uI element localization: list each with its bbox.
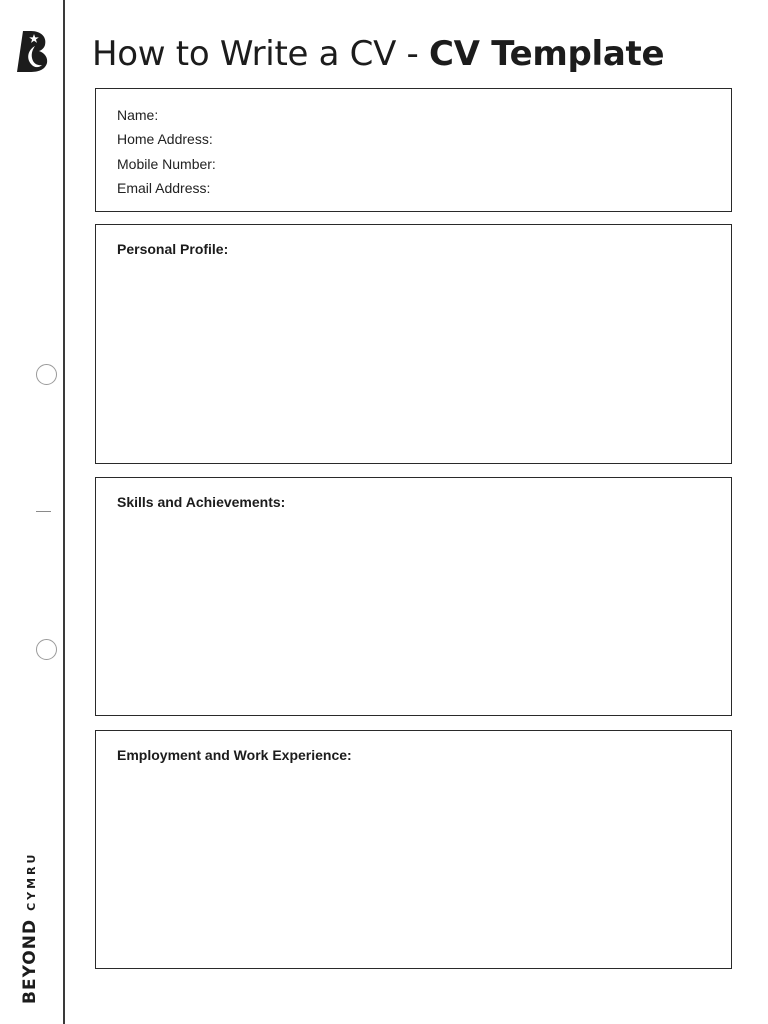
home-address-field-label: Home Address: <box>117 131 213 148</box>
contact-details-box <box>95 88 732 212</box>
employment-experience-box <box>95 730 732 969</box>
b-star-logo-icon <box>14 28 50 74</box>
punch-hole-bottom <box>36 639 57 660</box>
page-title-regular: How to Write a CV - <box>92 34 430 74</box>
fold-mark <box>36 511 51 512</box>
personal-profile-box <box>95 224 732 464</box>
name-field-label: Name: <box>117 107 159 123</box>
employment-experience-heading: Employment and Work Experience: <box>117 747 352 763</box>
page-title <box>92 34 664 74</box>
margin-rule <box>63 0 65 1024</box>
punch-hole-top <box>36 364 57 385</box>
skills-achievements-box <box>95 477 732 716</box>
mobile-number-field-label: Mobile Number: <box>117 155 216 172</box>
brand-wordmark <box>22 852 39 1004</box>
personal-profile-heading: Personal Profile: <box>117 241 229 257</box>
brand-name: BEYOND <box>20 918 40 1004</box>
page-title-bold: CV Template <box>429 34 665 74</box>
email-address-field-label: Email Address: <box>117 179 211 196</box>
skills-achievements-heading: Skills and Achievements: <box>117 494 286 510</box>
brand-sub: CYMRU <box>25 851 38 911</box>
